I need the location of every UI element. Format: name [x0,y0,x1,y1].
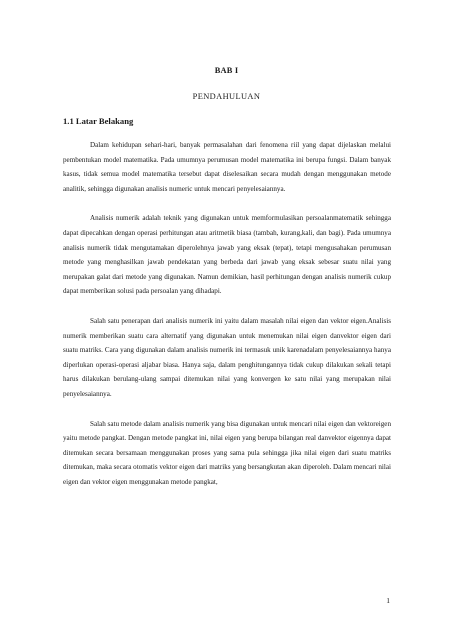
page-number: 1 [386,596,390,605]
paragraph: Salah satu metode dalam analisis numerik yang bisa digunakan untuk mencari nilai eigen dan vektoreigen yaitu metode pangkat. Dengan metode pangkat ini, nilai eigen yang berupa bilangan real danvektor eigennya dapat ditemukan secara bersamaan menggunakan proses yang sama pula sehingga jika nilai eigen dari suatu matriks ditemukan, maka secara otomatis vektor eigen dari matriks yang bersangkutan akan diperoleh. Dalam mencari nilai eigen dan vektor eigen menggunakan metode pangkat, [63,419,391,486]
section-heading: 1.1 Latar Belakang [63,116,134,126]
paragraph: Analisis numerik adalah teknik yang digunakan untuk memformulasikan persoalanmatematik sehingga dapat dipecahkan dengan operasi perhitungan atau aritmetik biasa (tambah, kurang,kali, dan bagi). Pada umumnya analisis numerik tidak mengutamakan diperolehnya jawab yang eksak (tepat), tetapi mengusahakan perumusan metode yang menghasilkan jawab pendekatan yang berbeda dari jawab yang eksak sebesar suatu nilai yang merupakan galat dari metode yang digunakan. Namun demikian, hasil perhitungan dengan analisis numerik cukup dapat memberikan solusi pada persoalan yang dihadapi. [63,214,391,296]
chapter-title: PENDAHULUAN [192,92,261,101]
chapter-heading: BAB I [214,66,239,75]
paragraph: Salah satu penerapan dari analisis numerik ini yaitu dalam masalah nilai eigen dan vektor eigen.Analisis numerik memberikan suatu cara alternatif yang digunakan untuk menemukan nilai eigen danvektor eigen dari suatu matriks. Cara yang digunakan dalam analisis numerik ini termasuk unik karenadalam penyelesaiannya hanya diperlukan operasi-operasi aljabar biasa. Hanya saja, dalam penghitungannya tidak cukup dilakukan sekali tetapi harus dilakukan berulang-ulang sampai ditemukan nilai yang konvergen ke satu nilai yang merupakan nilai penyelesaiannya. [63,316,391,398]
paragraph: Dalam kehidupan sehari-hari, banyak permasalahan dari fenomena riil yang dapat dijelaskan melalui pembentukan model matematika. Pada umumnya perumusan model matematika ini berupa fungsi. Dalam banyak kasus, tidak semua model matematika tersebut dapat diselesaikan secara mudah dengan menggunakan metode analitik, sehingga digunakan analisis numeric untuk mencari penyelesaiannya. [63,141,391,193]
body-text [63,138,391,504]
